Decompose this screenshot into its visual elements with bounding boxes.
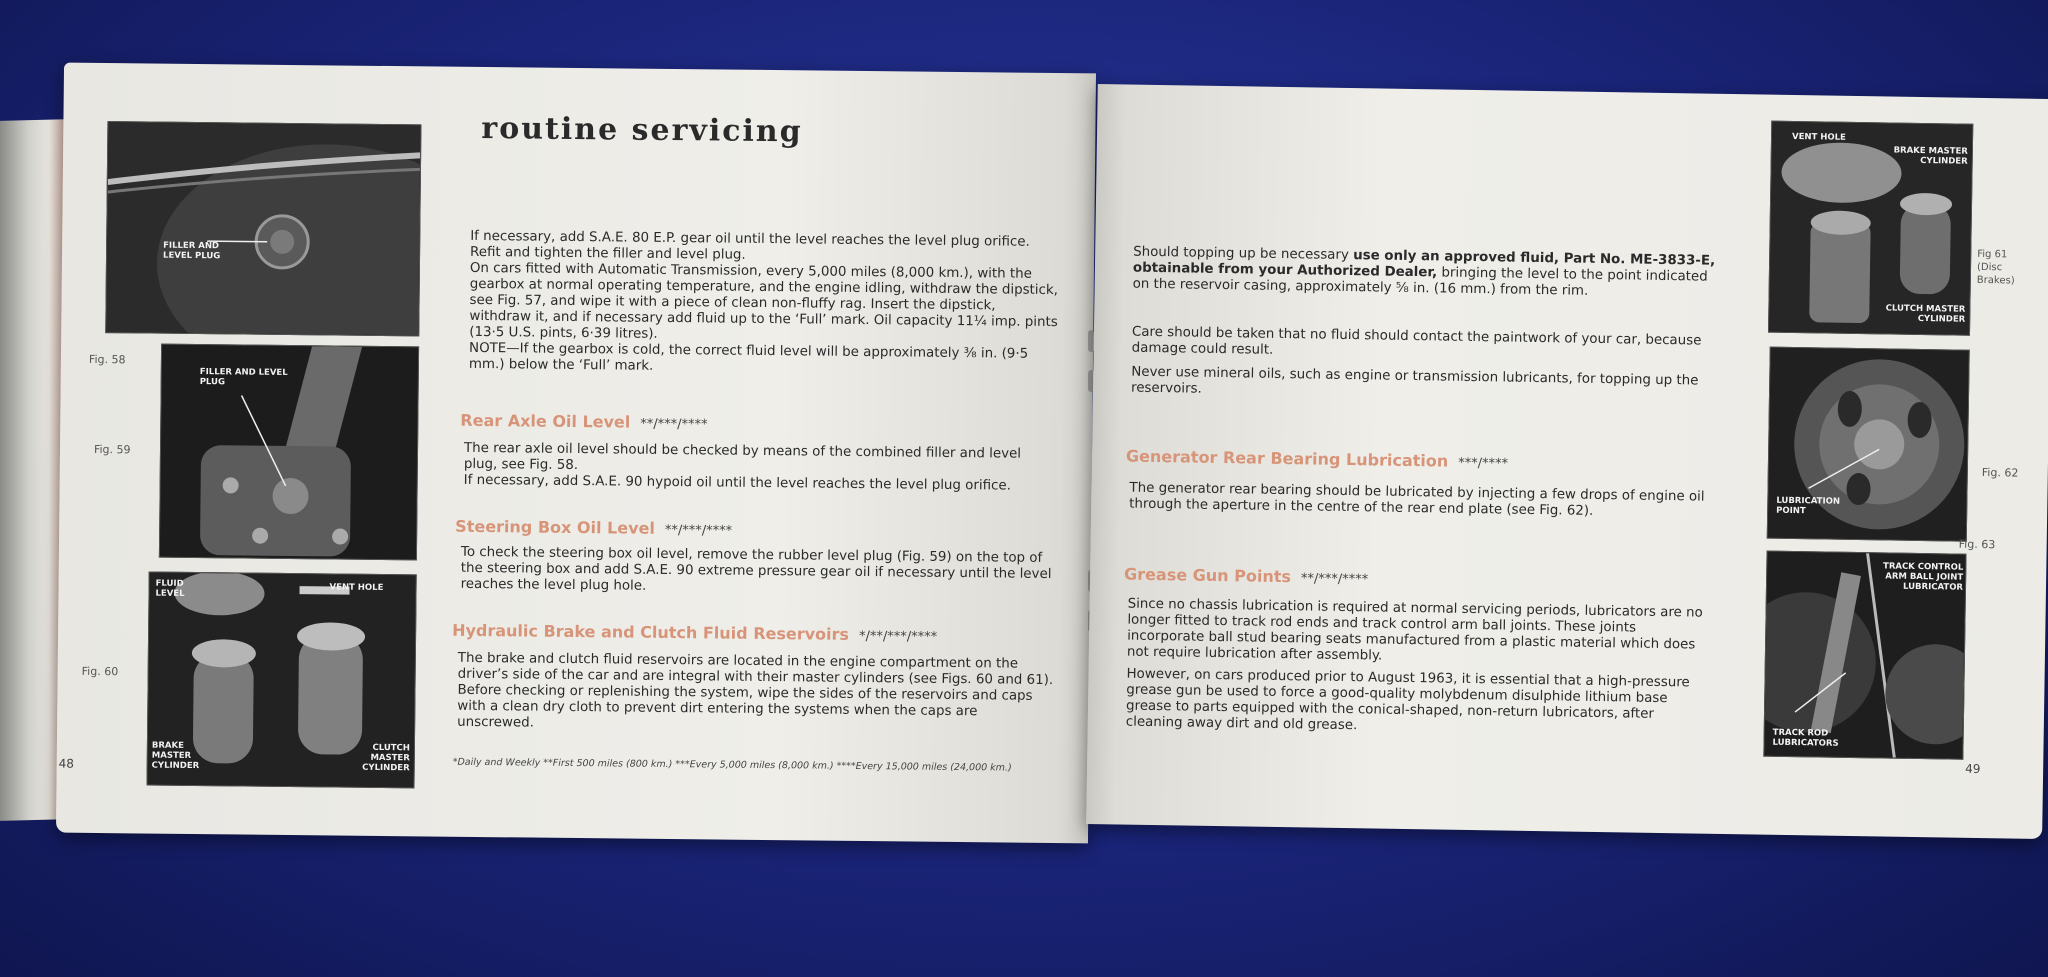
callout: TRACK ROD LUBRICATORS [1772,727,1839,749]
text-run: Should topping up be necessary [1133,244,1354,264]
section-paragraph: The brake and clutch fluid reservoirs are located in the engine compartment on the driver’s side of the car and are integral with their master cylinders (see Figs. 60 and 61). Before checking or replenishing the system, wipe the sides of the reservoirs and caps with a clean dry cloth to prevent dirt entering the systems when the caps are unscrewed. [457,650,1054,731]
heading-text: Rear Axle Oil Level [460,410,631,432]
fig-59-photo [159,344,419,561]
heading-text: Generator Rear Bearing Lubrication [1125,446,1449,471]
fig-62-photo [1767,347,1970,542]
paragraph: Never use mineral oils, such as engine or transmission lubricants, for topping up the reservoirs. [1130,364,1699,397]
section-paragraph: To check the steering box oil level, remove the rubber level plug (Fig. 59) on the top of the steering box and add S.A.E. 90 extreme pressure gear oil if necessary until the level reaches the level plug hole. [460,544,1052,594]
callout: TRACK CONTROL ARM BALL JOINT LUBRICATOR [1882,561,1964,593]
callout: CLUTCH MASTER CYLINDER [1885,303,1966,325]
fig-59-label: Fig. 59 [93,442,131,457]
section-paragraph: If necessary, add S.A.E. 90 hypoid oil until the level reaches the level plug orifice. [463,472,1011,494]
fig-62-label: Fig. 62 [1981,465,2019,480]
footnote: *Daily and Weekly **First 500 miles (800 km.) ***Every 5,000 miles (8,000 km.) ****Every 15,000 miles (24,000 km.) [452,756,1012,774]
heading-text: Grease Gun Points [1123,564,1292,587]
section-paragraph: The rear axle oil level should be checked by means of the combined filler and level plug, see Fig. 58. [463,440,1022,474]
callout: FILLER AND LEVEL PLUG [162,240,221,262]
emphasis-text: use only an approved fluid, Part No. ME-3833-E, obtainable from your Authorized Dealer, [1132,248,1716,281]
paragraph: Care should be taken that no fluid should contact the paintwork of your car, because damage could result. [1131,324,1702,358]
heading-text: Steering Box Oil Level [455,516,656,538]
fig-61-label: Fig 61 (Disc Brakes) [1976,248,2015,287]
intro-paragraph: NOTE—If the gearbox is cold, the correct fluid level will be approximately ⅜ in. (9·5 mm.) below the ‘Full’ mark. [468,340,1029,374]
section-heading [460,411,707,433]
callout: VENT HOLE [1791,131,1846,143]
text-run: bringing the level to the point indicated on the reservoir casing, approximately ⅝ in. (16 mm.) from the rim. [1132,265,1708,299]
callout: BRAKE MASTER CYLINDER [1893,145,1968,167]
callout: BRAKE MASTER CYLINDER [151,740,200,772]
page-title: routine servicing [481,110,803,150]
right-page [1086,84,2048,839]
callout: VENT HOLE [329,582,384,593]
fig-58-label: Fig. 58 [88,352,126,367]
section-paragraph: However, on cars produced prior to August 1963, it is essential that a high-pressure grease gun be used to force a good-quality molybdenum disulphide lithium base grease to parts equipped with the conical-shaped, non-return lubricators, after cleaning away dirt and old grease. [1125,666,1690,734]
gearbox-plug-illustration [106,122,420,335]
callout: CLUTCH MASTER CYLINDER [362,742,410,774]
top-paragraph [1133,245,1718,302]
fig-61-photo [1768,121,1973,336]
fig-60-label: Fig. 60 [81,664,119,679]
callout: LUBRICATION POINT [1776,495,1841,517]
heading-text: Hydraulic Brake and Clutch Fluid Reservoirs [452,620,850,644]
section-heading [455,517,732,539]
frequency-stars: ***/**** [1458,455,1509,472]
section-heading [1124,565,1368,588]
frequency-stars: **/***/**** [640,416,708,433]
frequency-stars: **/***/**** [1300,571,1369,588]
left-page [56,63,1096,844]
section-paragraph: Since no chassis lubrication is required at normal servicing periods, lubricators are no longer fitted to track rod ends and track control arm ball joints. These joints incorporate ball stud bearing seats manufactured from a plastic material which does not require lubrication after assembly. [1126,596,1703,664]
page-number: 49 [1965,761,1981,776]
page-number: 48 [58,756,75,771]
intro-paragraph: On cars fitted with Automatic Transmission, every 5,000 miles (8,000 km.), with the gearbox at normal operating temperature, and the engine idling, withdraw the dipstick, see Fig. 57, and wipe it with a piece of clean non-fluffy rag. Insert the dipstick, withdraw it, and if necessary add fluid up to the ‘Full’ mark. Oil capacity 11¼ imp. pints (13·5 U.S. pints, 6·39 litres). [469,260,1059,342]
fig-58-photo [105,121,421,336]
section-paragraph: The generator rear bearing should be lubricated by injecting a few drops of engine oil through the aperture in the centre of the rear end plate (see Fig. 62). [1129,480,1705,519]
fig-63-label: Fig. 63 [1958,537,1996,552]
section-heading [452,621,937,645]
callout: FILLER AND LEVEL PLUG [199,367,288,388]
fig-63-photo [1763,551,1966,760]
section-heading [1126,447,1508,472]
intro-paragraph: If necessary, add S.A.E. 80 E.P. gear oil until the level reaches the level plug orifice. Refit and tighten the filler and level plug. [470,228,1030,263]
callout: FLUID LEVEL [155,578,185,599]
fig-60-photo [146,572,416,789]
frequency-stars: **/***/**** [664,522,733,539]
frequency-stars: */**/***/**** [858,628,938,645]
